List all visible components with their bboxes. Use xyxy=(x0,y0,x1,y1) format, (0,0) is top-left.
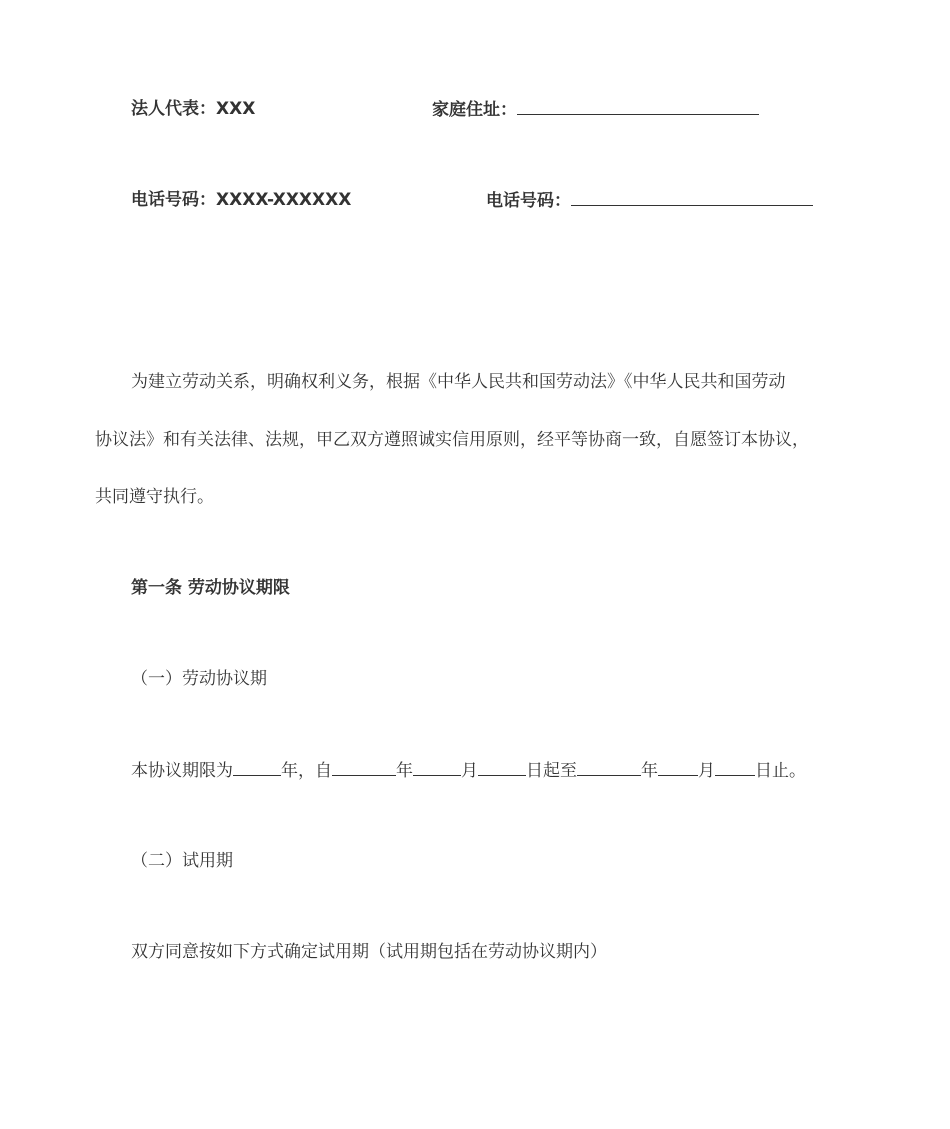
end-year-blank xyxy=(577,758,641,776)
term-text-6: 年 xyxy=(641,761,658,781)
home-address-blank xyxy=(517,97,759,115)
term-text-8: 日止。 xyxy=(755,761,806,781)
preamble-line-2: 协议法》和有关法律、法规，甲乙双方遵照诚实信用原则，经平等协商一致，自愿签订本协议， xyxy=(95,430,809,450)
term-text-4: 月 xyxy=(461,761,478,781)
start-year-blank xyxy=(332,758,396,776)
term-text-7: 月 xyxy=(698,761,715,781)
start-month-blank xyxy=(413,758,461,776)
start-day-blank xyxy=(478,758,526,776)
article-1-heading: 第一条 劳动协议期限 xyxy=(131,578,290,598)
preamble-line-3: 共同遵守执行。 xyxy=(95,487,214,507)
phone-right-label: 电话号码： xyxy=(486,191,571,211)
term-line xyxy=(131,758,806,783)
legal-rep: 法人代表：XXX xyxy=(131,99,256,119)
end-day-blank xyxy=(715,758,755,776)
home-address-label: 家庭住址： xyxy=(432,100,517,120)
phone-right-blank xyxy=(571,188,813,206)
article-1-sub-1: （一）劳动协议期 xyxy=(131,669,267,689)
term-years-blank xyxy=(233,758,281,776)
term-text-5: 日起至 xyxy=(526,761,577,781)
term-text-3: 年 xyxy=(396,761,413,781)
term-text-2: 年，自 xyxy=(281,761,332,781)
probation-text: 双方同意按如下方式确定试用期（试用期包括在劳动协议期内） xyxy=(131,942,607,962)
phone-right-field xyxy=(486,188,813,213)
article-1-sub-2: （二）试用期 xyxy=(131,851,233,871)
phone-left: 电话号码：XXXX-XXXXXX xyxy=(131,190,352,210)
preamble-line-1: 为建立劳动关系，明确权利义务，根据《中华人民共和国劳动法》《中华人民共和国劳动 xyxy=(131,372,786,392)
end-month-blank xyxy=(658,758,698,776)
home-address-field xyxy=(432,97,759,122)
term-text-1: 本协议期限为 xyxy=(131,761,233,781)
